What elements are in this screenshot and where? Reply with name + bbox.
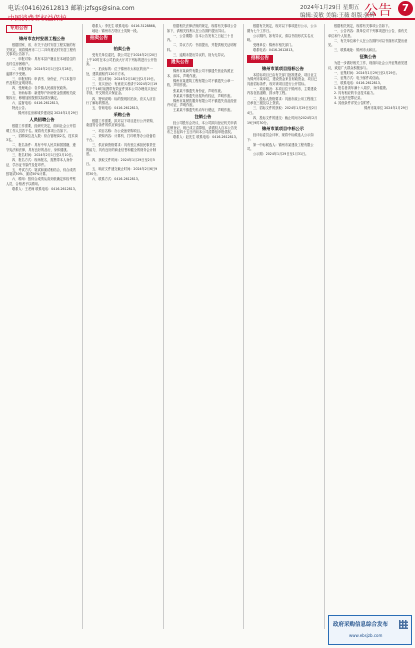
- column-3: [167, 24, 239, 629]
- notice-paragraph: 四、投标文件的递交：截止时间为2024年2月19日9时30分。: [247, 115, 318, 125]
- notice-paragraph: 锦州市某商贸有限公司不慎遗失营业执照正本、副本，声明作废。: [167, 69, 234, 78]
- notice-paragraph: 五、考试方式：笔试和面试相结合，综合成绩按笔试50%、面试50%计算。: [6, 167, 76, 177]
- notice-signature: 锦州市住房和城乡建设局 2024年1月29日: [18, 111, 78, 116]
- promo-url[interactable]: www.ebsjzb.com: [349, 633, 383, 638]
- column-2: [86, 24, 158, 629]
- notice-paragraph: 二、异议方式：书面提出，并提供相关证明材料。: [167, 43, 237, 52]
- notice-paragraph: 三、竞买登记：有意竞买者请于2024年2月19日下午16时前携带有效证件到本公司办理竞买登记手续，并交纳竞买保证金。: [86, 82, 158, 96]
- section-title: 公告: [364, 3, 392, 19]
- notice-paragraph: 李某某不慎遗失房屋所有权证，声明作废。: [173, 93, 234, 98]
- notice-paragraph: 一、项目概况：本项目位于锦州市，主要建设内容包括道路、排水等工程。: [247, 86, 317, 96]
- notice-paragraph: 三、逾期未提出异议的，视为无异议。: [173, 53, 228, 58]
- notice-paragraph: 公示期内，如有异议，请以书面形式实名反映。: [247, 33, 314, 43]
- notice-title: 锦州市某项目招标公告: [262, 65, 304, 71]
- notice-paragraph: 一、项目名称：办公设备采购项目。: [92, 128, 143, 133]
- promo-title: 政府采购信息综合发布: [333, 622, 389, 628]
- notice-paragraph: 一、征集时间：2024年1月29日至2月29日。: [334, 70, 399, 75]
- notice-paragraph: 六、监督电话：0416-2612813。: [12, 101, 61, 106]
- section-tag: 拍卖公告: [86, 35, 112, 43]
- notice-paragraph: 三、联系电话：0416-2612813。: [334, 80, 383, 85]
- header-editors: 编辑:姜敏 美编:王薇 组版:张辉: [300, 13, 376, 19]
- notice-paragraph: 二、有关单位和个人在公告期内可以书面形式提出意见。: [328, 38, 408, 48]
- notice-paragraph: 五、补助标准：新建每户补助资金按照相关政策执行，修缮加固按照实际情况确定。: [6, 91, 76, 101]
- notice-paragraph: 一、公告内容：我单位对下列事项进行公告，请有关单位和个人知悉。: [328, 29, 408, 38]
- notice-paragraph: 4. 其他条件详见公告附件。: [334, 101, 374, 106]
- notice-paragraph: 二、征集方式：电子邮件或信函。: [334, 75, 382, 80]
- notice-paragraph: 三、报名时间：2024年2月1日至2月10日。: [12, 152, 75, 157]
- notice-paragraph: 二、投标人资格要求：具备市政公用工程施工总承包三级及以上资质。: [247, 96, 317, 106]
- notice-paragraph: 一、申报对象：具有本县户籍且在本地居住的农村住房困难户。: [6, 57, 76, 66]
- notice-paragraph: 根据工作需要，经研究决定，面向社会公开招聘工作人员若干名。现将有关事项公告如下。: [6, 123, 76, 133]
- column-5: [328, 24, 408, 612]
- notice-title: 征集公告: [359, 54, 377, 60]
- notice-title: 采购公告: [113, 111, 131, 117]
- notice-paragraph: 一、拍卖标的：位于锦州市太和区的房产一处，建筑面积约120平方米。: [86, 67, 153, 77]
- notice-paragraph: 四、受理地点：各乡镇人民政府民政所。: [12, 86, 70, 91]
- notice-paragraph: 四、获取文件时间：2024年1月29日至2月5日。: [86, 157, 155, 167]
- notice-paragraph: 根据相关规定，现将有关事项公告如下。: [334, 24, 392, 28]
- notice-paragraph: 王某某不慎遗失机动车行驶证，声明作废。: [173, 108, 234, 113]
- section-tag: 专用公告: [6, 25, 32, 33]
- notice-title: 锦州市农村安居工程公告: [18, 36, 66, 41]
- column-4: [247, 24, 319, 629]
- notice-paragraph: 联系人：李先生 联系电话：0416-3128868。: [92, 24, 158, 28]
- newspaper-logo: 中国消费者权益保护: [8, 14, 67, 22]
- notice-paragraph: 三、供应商资格要求：具有独立承担民事责任的能力，具有良好的商业信誉和健全的财务会计制度。: [86, 143, 157, 157]
- notice-paragraph: 三、申报材料：申请书、身份证、户口本复印件及相关证明材料。: [6, 76, 76, 86]
- notice-paragraph: 公示期：2024年1月29日至1月31日。: [253, 152, 309, 157]
- notice-paragraph: 根据国家、省、市关于农村安居工程实施的有关规定，现将锦州市二〇二四年度农村安居工程有关事项公告如下。: [6, 43, 77, 57]
- header-email: 邮箱:jzfsgs@sina.com: [70, 5, 135, 12]
- notice-paragraph: 受有关单位委托，我公司定于2024年2月20日上午10时在本公司拍卖大厅对下列标的进行公开拍卖。: [86, 53, 158, 67]
- notice-paragraph: 2. 具有相应的专业技术能力。: [334, 91, 377, 96]
- notice-paragraph: 经评标委员会评审，现将中标候选人公示如下：: [247, 133, 314, 142]
- notice-paragraph: 二、申报时间：2024年2月1日至2月28日，逾期不予受理。: [6, 66, 75, 76]
- notice-paragraph: 根据工作需要，拟对以下项目进行公开采购，欢迎符合条件的供应商参加。: [86, 118, 156, 128]
- notice-paragraph: 四、报名方式：现场报名，需携带本人身份证、学历证书原件及复印件。: [6, 158, 73, 167]
- notice-paragraph: 二、采购内容：计算机、打印机等办公设备若干台。: [86, 133, 156, 143]
- header-phone: 电话:(0416)2612813: [8, 5, 69, 12]
- section-tag: 招标公告: [247, 55, 273, 63]
- notice-paragraph: 五、咨询电话：0416-2612813。: [92, 106, 141, 111]
- notice-paragraph: 受理单位：锦州市相关部门。: [253, 43, 295, 48]
- notice-paragraph: 五、响应文件递交截止时间：2024年2月6日9时30分。: [86, 167, 158, 176]
- notice-title: 拍卖公告: [113, 46, 131, 52]
- notice-paragraph: 六、聘用：按综合成绩从高到低确定体检考察人员，合格者予以聘用。: [6, 177, 76, 187]
- notice-paragraph: 锦州市某建筑工程有限公司不慎遗失公章一枚，声明作废。: [167, 78, 234, 88]
- notice-paragraph: 本招标项目已由有关部门批准建设，项目业主为锦州市某单位，建设资金来自财政资金，项目已具备招标条件，现对该项目进行公开招标。: [247, 72, 318, 86]
- notice-paragraph: 联系人：赵先生 联系电话：0416-2612813。: [173, 135, 239, 140]
- notice-paragraph: 3. 无违法犯罪记录。: [334, 96, 364, 101]
- column-1: [6, 24, 78, 629]
- page-header: [0, 0, 415, 20]
- promo-box: [328, 615, 412, 645]
- notice-paragraph: 六、联系方式：0416-2612813。: [92, 176, 141, 181]
- notice-paragraph: 联系人：王老师 联系电话：0416-2612813。: [12, 187, 78, 192]
- notice-paragraph: 根据有关规定，现对以下事项进行公示，公示期为七个工作日。: [247, 24, 317, 33]
- notice-paragraph: 特此公告。: [12, 106, 28, 111]
- notice-paragraph: 1. 报名者须年满十八周岁，身体健康。: [334, 86, 390, 91]
- notice-paragraph: 锦州市某餐饮服务有限公司不慎遗失食品经营许可证，声明作废。: [167, 98, 237, 108]
- notice-paragraph: 张某某不慎遗失身份证，声明作废。: [173, 88, 224, 93]
- notice-paragraph: 四、特别说明：标的按现状拍卖，竞买人应自行了解标的情况。: [86, 96, 156, 106]
- notice-signature: 锦州市某单位 2024年1月29日: [364, 106, 408, 111]
- notice-paragraph: 地址：锦州市古塔区士英街一段。: [92, 29, 140, 34]
- qr-code-icon: [399, 620, 408, 629]
- header-date: 2024年1月29日 星期五: [300, 5, 360, 11]
- notice-title: 注销公告: [194, 114, 212, 119]
- notice-paragraph: 经公司股东会决议，本公司拟向登记机关申请注销登记，现已成立清算组，请债权人自本公告发布之日起四十五日内向本公司清算组申报债权。: [167, 121, 238, 135]
- notice-title: 锦州市某项目中标公示: [262, 126, 304, 132]
- notice-paragraph: 为进一步做好相关工作，现面向社会公开征集意见建议，欢迎广大群众积极参与。: [328, 61, 408, 70]
- notice-paragraph: 二、展示时间：2024年2月18日至2月19日。: [92, 77, 157, 82]
- header-contact: [8, 3, 135, 22]
- notice-paragraph: 一、公告期限：自本公告发布之日起三十日内。: [167, 33, 234, 43]
- section-tag: 遗失公告: [167, 59, 193, 67]
- notice-title: 人员招聘公告: [29, 116, 55, 122]
- notice-paragraph: 联系电话：0416-2612813。: [253, 48, 296, 53]
- notice-paragraph: 一、招聘岗位及人数：综合管理岗2名，技术岗3名。: [6, 133, 78, 143]
- column-divider: [243, 24, 244, 629]
- notice-paragraph: 依据相关法律法规的规定，现将有关事项公告如下，请相关权利人在公告期内提出异议。: [167, 24, 237, 33]
- column-divider: [163, 24, 164, 629]
- notice-paragraph: 二、报名条件：具有中华人民共和国国籍，遵守宪法和法律，具有良好的品行，身体健康。: [6, 143, 76, 152]
- column-divider: [324, 24, 325, 629]
- column-divider: [82, 24, 83, 629]
- notice-paragraph: 三、招标文件的获取：2024年1月29日至2月4日。: [247, 106, 318, 115]
- page-number-badge: 7: [398, 1, 413, 16]
- notice-paragraph: 第一中标候选人：锦州市某建设工程有限公司。: [247, 142, 314, 152]
- notice-paragraph: 三、联系地址：锦州市太和区。: [334, 48, 379, 53]
